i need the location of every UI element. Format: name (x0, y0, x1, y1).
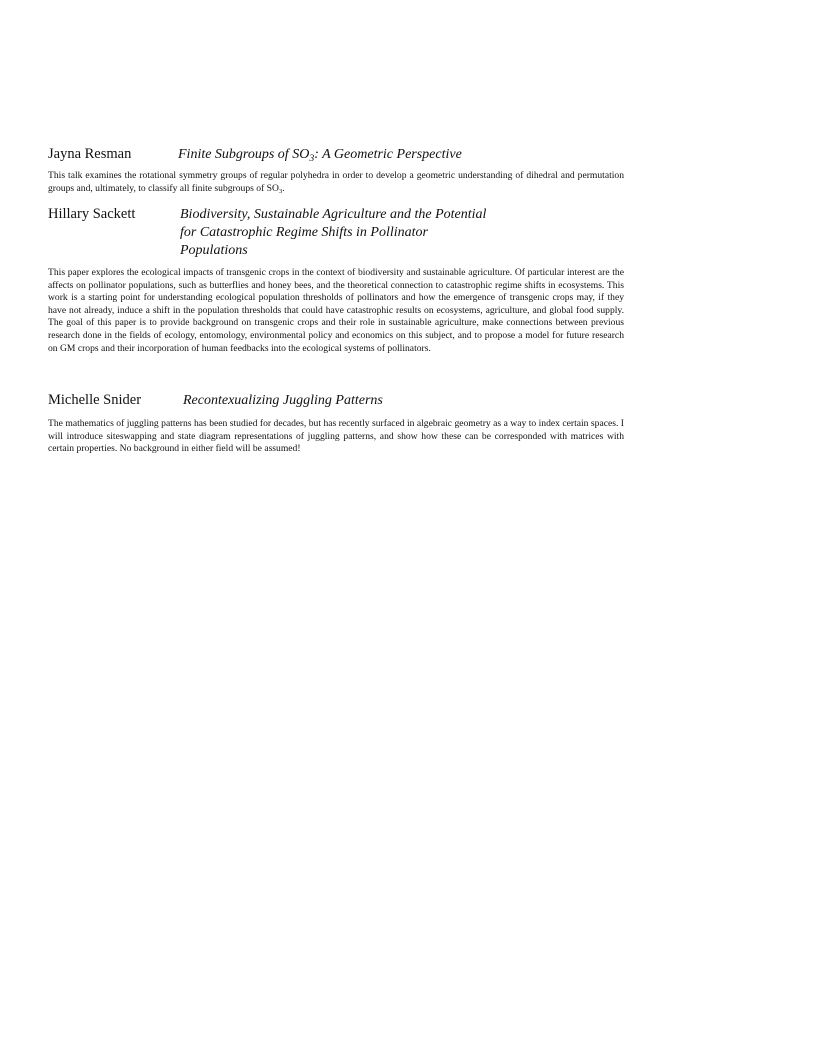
talk-title: Recontexualizing Juggling Patterns (183, 393, 383, 408)
abstract-subscript: 3 (278, 187, 283, 195)
author-name: Hillary Sackett (48, 206, 136, 222)
entry-heading (48, 206, 688, 258)
abstract-text: This talk examines the rotational symmetry groups of regular polyhedra in order to develop a geometric understanding of dihedral and permutation groups and, ultimately, to classify all finite subgroups of SO (48, 170, 624, 194)
talk-title (178, 146, 462, 164)
entry-snider (48, 392, 688, 414)
entry-heading (48, 146, 688, 168)
author-name: Michelle Snider (48, 392, 142, 408)
talk-title-line: for Catastrophic Regime Shifts in Pollinator (180, 225, 428, 240)
entry-sackett (48, 206, 688, 258)
abstract-snider: The mathematics of juggling patterns has been studied for decades, but has recently surfaced in algebraic geometry as a way to index certain spaces. I will introduce siteswapping and state diagram representations of juggling patterns, and show how these can be corresponded with matrices with certain properties. No background in either field will be assumed! (48, 418, 624, 455)
abstract-text-end: . (282, 182, 285, 194)
entry-heading (48, 392, 688, 414)
abstract-resman (48, 170, 624, 195)
abstract-sackett: This paper explores the ecological impacts of transgenic crops in the context of biodiversity and sustainable agriculture. Of particular interest are the affects on pollinator populations, such as butterflies and honey bees, and the theoretical connection to catastrophic regime shifts in ecosystems. This work is a starting point for understanding ecological population thresholds of pollinators and how the emergence of transgenic crops may, if they have not already, induce a shift in the population thresholds that could have catastrophic results on ecosystems, agriculture, and global food supply. The goal of this paper is to provide background on transgenic crops and their role in sustainable agriculture, make connections between previous research done in the fields of ecology, entomology, environmental policy and economics on this subject, and to propose a model for future research on GM crops and their incorporation of human feedbacks into the ecological systems of pollinators. (48, 267, 624, 354)
talk-title-part: Finite Subgroups of SO (178, 147, 310, 162)
talk-title-subscript: 3 (309, 152, 315, 164)
talk-title-line: Populations (180, 243, 248, 258)
entry-resman (48, 146, 688, 168)
author-name: Jayna Resman (48, 146, 132, 162)
talk-title-line: Biodiversity, Sustainable Agriculture and the Potential (180, 207, 487, 222)
talk-title-part: : A Geometric Perspective (314, 147, 462, 162)
talk-title (180, 206, 486, 260)
